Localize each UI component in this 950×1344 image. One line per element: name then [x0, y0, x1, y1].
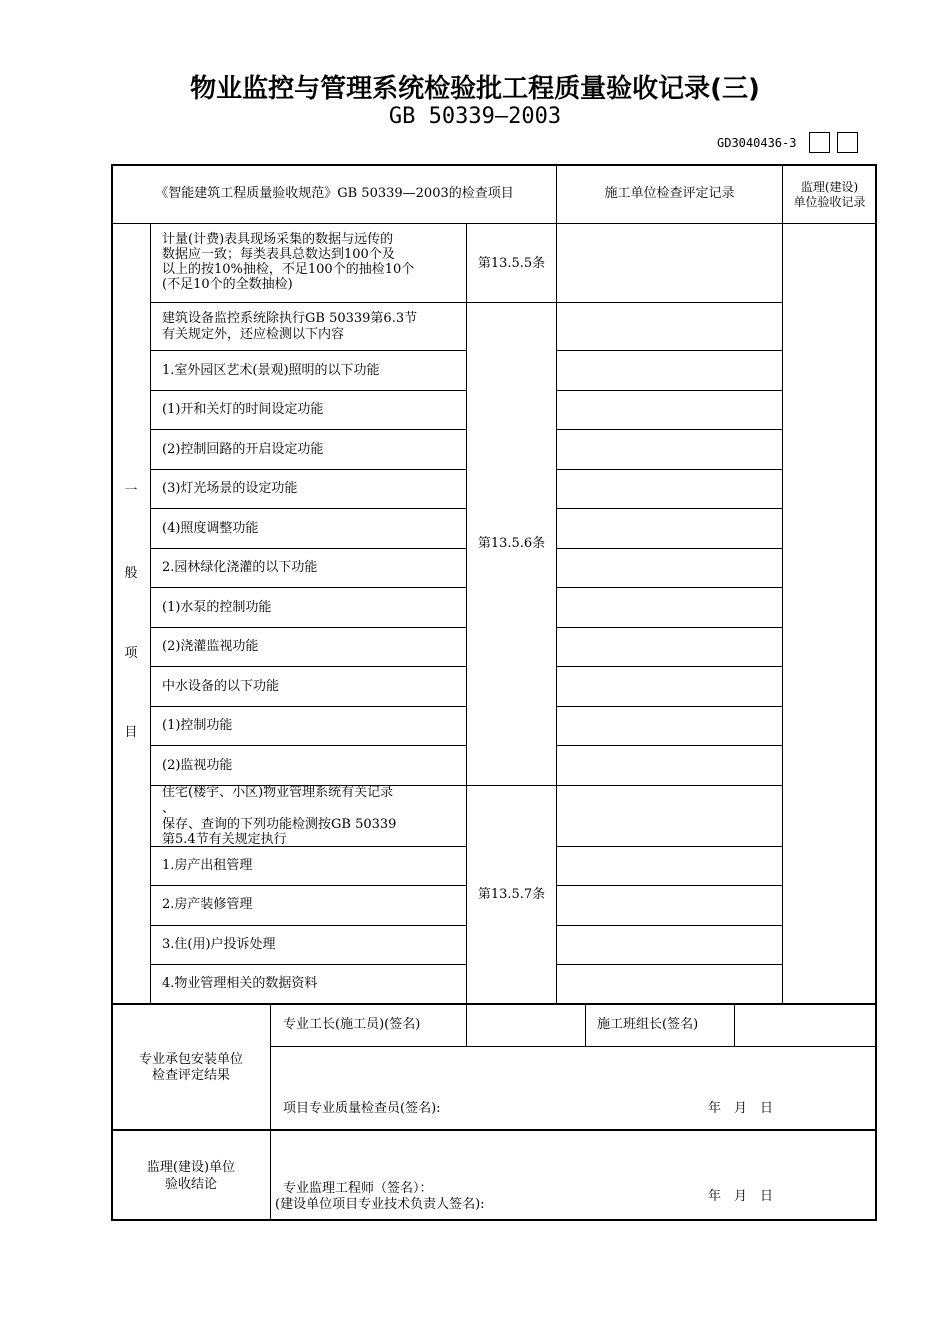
footer-mid-line	[112, 1129, 876, 1131]
clause-13-5-7: 第13.5.7条	[477, 887, 546, 902]
row-3-text: 1.室外园区艺术(景观)照明的以下功能	[162, 363, 380, 378]
row-line-4a	[151, 429, 466, 430]
row-9-text: (1)水泵的控制功能	[162, 600, 272, 615]
row-line-7a	[151, 548, 466, 549]
row-15-text: 1.房产出租管理	[162, 858, 253, 873]
inspector-label: 项目专业质量检查员(签名):	[283, 1101, 441, 1116]
header-supervision-2: 单位验收记录	[793, 195, 866, 209]
row-line-11a	[151, 706, 466, 707]
row-17-text: 3.住(用)户投诉处理	[162, 937, 276, 952]
row-line-10b	[556, 666, 782, 667]
row-line-15a	[151, 885, 466, 886]
row-line-16b	[556, 925, 782, 926]
foreman-label: 专业工长(施工员)(签名)	[283, 1017, 421, 1032]
vline-supervision	[782, 165, 783, 1003]
clause-13-5-6: 第13.5.6条	[477, 536, 546, 551]
row-4-text: (1)开和关灯的时间设定功能	[162, 402, 324, 417]
row-line-2a	[151, 350, 466, 351]
contractor-label-2: 检查评定结果	[151, 1068, 230, 1083]
foreman-signature-field[interactable]	[467, 1005, 584, 1045]
row-14-line-1: 住宅(楼宇、小区)物业管理系统有关记录	[162, 785, 394, 800]
row-line-16a	[151, 925, 466, 926]
vline-clause	[466, 224, 467, 1003]
vline-team	[585, 1004, 586, 1046]
row-16-text: 2.房产装修管理	[162, 897, 253, 912]
row-10-text: (2)浇灌监视功能	[162, 639, 259, 654]
page-title: 物业监控与管理系统检验批工程质量验收记录(三)	[190, 74, 760, 104]
category-char-3: 项	[124, 646, 138, 661]
supervision-label-2: 验收结论	[164, 1177, 217, 1192]
row-line-3a	[151, 390, 466, 391]
header-supervision-1: 监理(建设)	[800, 180, 859, 194]
row-1-line-4: (不足10个的全数抽检)	[162, 277, 293, 292]
row-line-6b	[556, 508, 782, 509]
row-18-text: 4.物业管理相关的数据资料	[162, 976, 318, 991]
row-line-7b	[556, 548, 782, 549]
row-2-line-1: 建筑设备监控系统除执行GB 50339第6.3节	[162, 311, 418, 326]
row-line-6a	[151, 508, 466, 509]
row-14-line-3: 保存、查询的下列功能检测按GB 50339	[162, 817, 397, 832]
row-line-8a	[151, 587, 466, 588]
form-code: GD3040436-3	[717, 136, 797, 150]
clause-13-5-5: 第13.5.5条	[477, 256, 546, 271]
row-7-text: (4)照度调整功能	[162, 521, 259, 536]
row-12-text: (1)控制功能	[162, 718, 233, 733]
header-items: 《智能建筑工程质量验收规范》GB 50339—2003的检查项目	[155, 186, 514, 201]
row-6-text: (3)灯光场景的设定功能	[162, 481, 298, 496]
row-1-line-3: 以上的按10%抽检，不足100个的抽检10个	[162, 262, 415, 277]
team-leader-signature-field[interactable]	[735, 1005, 875, 1045]
row-5-text: (2)控制回路的开启设定功能	[162, 442, 324, 457]
row-line-17a	[151, 964, 466, 965]
row-1-line-1: 计量(计费)表具现场采集的数据与远传的	[162, 232, 394, 247]
row-11-text: 中水设备的以下功能	[162, 679, 280, 694]
row-line-17b	[556, 964, 782, 965]
vline-construction	[556, 165, 557, 1003]
row-line-4b	[556, 429, 782, 430]
category-char-4: 目	[124, 725, 138, 740]
supervision-label-1: 监理(建设)单位	[146, 1160, 236, 1175]
row-line-9a	[151, 627, 466, 628]
team-leader-label: 施工班组长(签名)	[597, 1017, 699, 1032]
date-1: 年 月 日	[708, 1101, 774, 1116]
row-1-line-2: 数据应一致；每类表具总数达到100个及	[162, 247, 395, 262]
footer-sign-line	[271, 1046, 876, 1047]
row-line-1	[151, 302, 782, 303]
owner-rep-label: (建设单位项目专业技术负责人签名):	[275, 1197, 485, 1212]
code-box-2[interactable]	[837, 132, 858, 153]
row-line-15b	[556, 885, 782, 886]
category-char-1: 一	[124, 483, 138, 498]
row-line-9b	[556, 627, 782, 628]
header-construction: 施工单位检查评定记录	[604, 186, 735, 201]
row-line-5a	[151, 469, 466, 470]
code-box-1[interactable]	[809, 132, 830, 153]
row-14-line-4: 第5.4节有关规定执行	[162, 832, 287, 847]
row-13-text: (2)监视功能	[162, 758, 233, 773]
page-subtitle: GB 50339—2003	[388, 104, 562, 129]
row-14-line-2: 、	[162, 801, 176, 816]
date-2: 年 月 日	[708, 1189, 774, 1204]
row-line-5b	[556, 469, 782, 470]
row-line-3b	[556, 390, 782, 391]
row-line-8b	[556, 587, 782, 588]
category-char-2: 般	[124, 566, 138, 581]
engineer-label: 专业监理工程师（签名）：	[283, 1181, 433, 1196]
contractor-label-1: 专业承包安装单位	[138, 1052, 243, 1067]
row-line-11b	[556, 706, 782, 707]
header-bottom-line	[112, 223, 876, 224]
row-2-line-2: 有关规定外，还应检测以下内容	[162, 327, 345, 342]
row-line-12a	[151, 745, 466, 746]
row-line-14b	[556, 846, 782, 847]
row-line-2b	[556, 350, 782, 351]
vline-category	[150, 224, 151, 1003]
row-line-10a	[151, 666, 466, 667]
row-8-text: 2.园林绿化浇灌的以下功能	[162, 560, 318, 575]
row-line-12b	[556, 745, 782, 746]
vline-footer-label	[270, 1004, 271, 1220]
